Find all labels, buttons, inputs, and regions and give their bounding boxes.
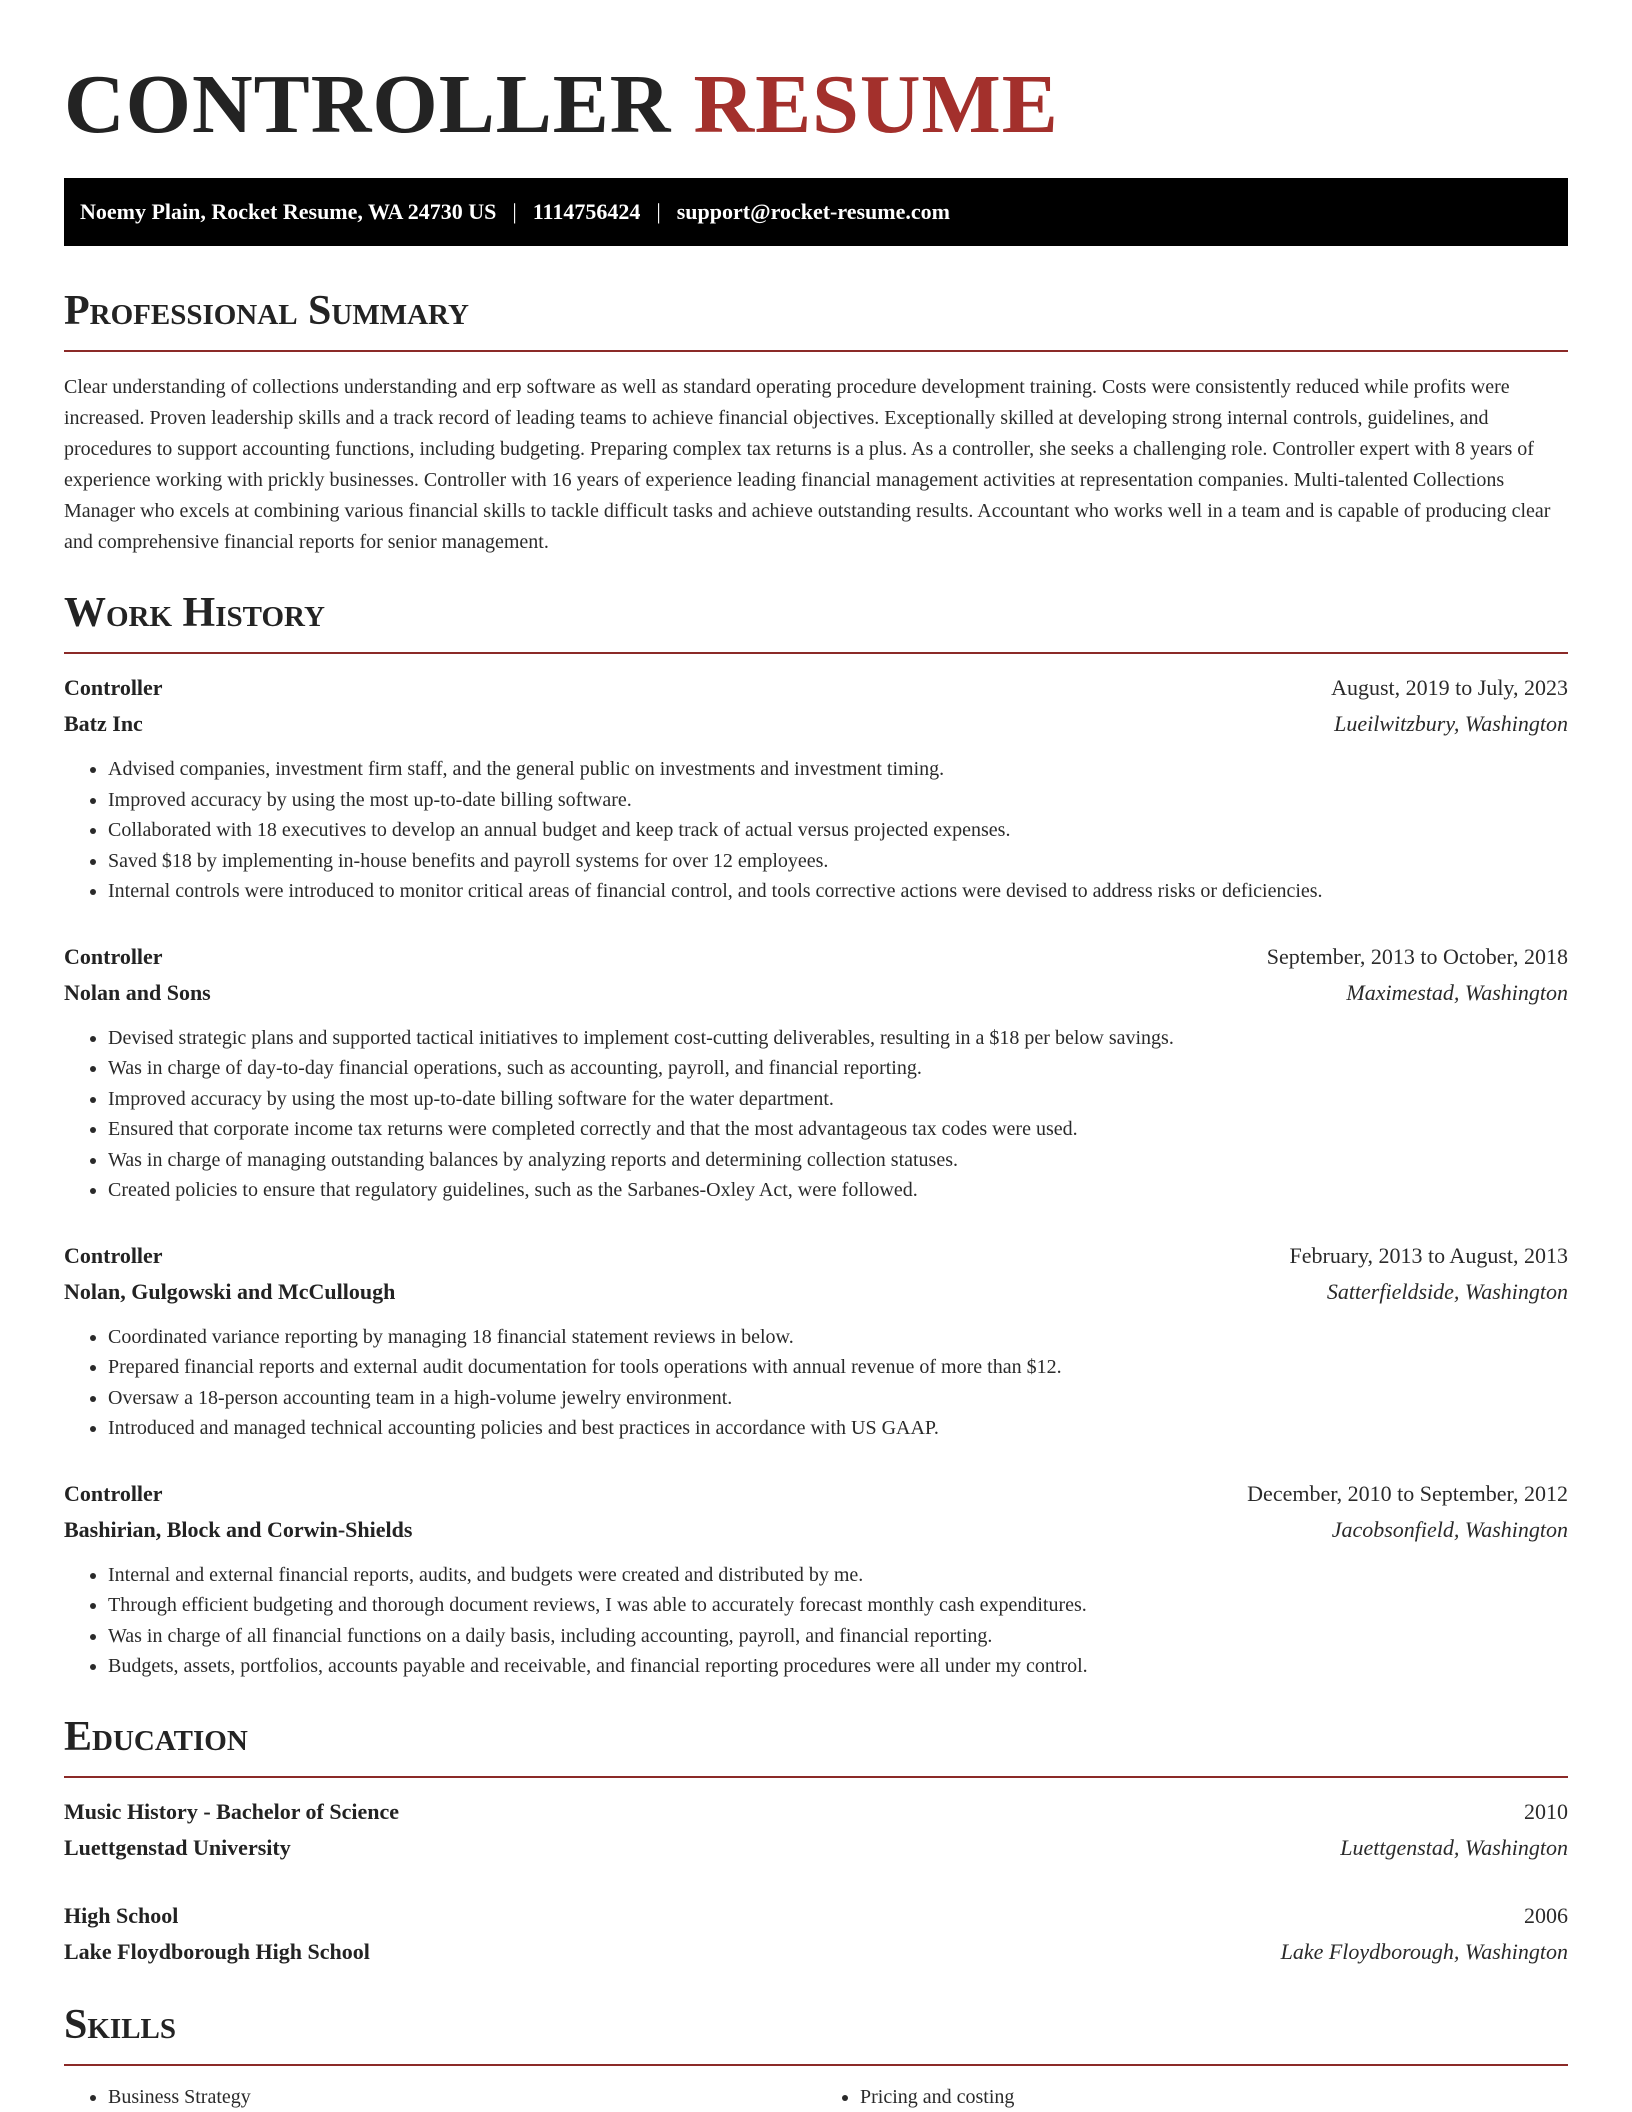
job-bullet: • Internal controls were introduced to monitor critical areas of financial control, and tools corrective actions were devised to address risks or deficiencies. [108, 876, 1568, 907]
job-bullet: • Saved $18 by implementing in-house benefits and payroll systems for over 12 employees. [108, 846, 1568, 877]
contact-address: Noemy Plain, Rocket Resume, WA 24730 US [80, 199, 497, 224]
job-entry [64, 670, 1568, 907]
education-entry [64, 1794, 1568, 1866]
job-title: Controller [64, 943, 163, 969]
skill-item: • Pricing and costing [860, 2082, 1568, 2112]
job-dates: September, 2013 to October, 2018 [1266, 943, 1568, 969]
skills-section [64, 2000, 1568, 2112]
education-school: Luettgenstad University [64, 1834, 291, 1860]
education-section [64, 1712, 1568, 1970]
job-bullet: • Was in charge of managing outstanding balances by analyzing reports and determining collection statuses. [108, 1145, 1568, 1176]
job-title: Controller [64, 675, 163, 700]
education-entry [64, 1898, 1568, 1970]
title-accent: RESUME [693, 58, 1059, 151]
job-dates: August, 2019 to July, 2023 [1331, 675, 1568, 700]
title-main: CONTROLLER [64, 58, 672, 151]
skill-item: • Business Strategy [108, 2082, 816, 2112]
job-title: Controller [64, 1480, 163, 1506]
education-heading: Education [64, 1712, 1568, 1778]
resume-page [64, 0, 1568, 2112]
job-bullet: • Improved accuracy by using the most up-to-date billing software. [108, 785, 1568, 816]
job-location: Maximestad, Washington [1346, 979, 1568, 1005]
job-bullet: • Coordinated variance reporting by managing 18 financial statement reviews in below. [108, 1322, 1568, 1353]
contact-bar [64, 178, 1568, 246]
skills-heading: Skills [64, 2000, 1568, 2066]
job-bullet: • Budgets, assets, portfolios, accounts payable and receivable, and financial reporting procedures were all under my control. [108, 1651, 1568, 1682]
job-bullet: • Ensured that corporate income tax returns were completed correctly and that the most advantageous tax codes were used. [108, 1114, 1568, 1145]
job-bullet: • Oversaw a 18-person accounting team in a high-volume jewelry environment. [108, 1383, 1568, 1414]
job-bullets [64, 1322, 1568, 1444]
job-location: Satterfieldside, Washington [1326, 1278, 1568, 1304]
skills-column-left [64, 2082, 816, 2112]
job-title: Controller [64, 1242, 163, 1268]
job-bullet: • Introduced and managed technical accounting policies and best practices in accordance with US GAAP. [108, 1413, 1568, 1444]
page-title [64, 0, 1568, 154]
work-history-section [64, 588, 1568, 1682]
job-bullet: • Created policies to ensure that regulatory guidelines, such as the Sarbanes-Oxley Act, were followed. [108, 1175, 1568, 1206]
contact-email[interactable]: support@rocket-resume.com [676, 199, 950, 224]
job-bullets [64, 1023, 1568, 1206]
skills-grid [64, 2082, 1568, 2112]
job-company: Nolan, Gulgowski and McCullough [64, 1278, 396, 1304]
summary-section [64, 286, 1568, 558]
education-year: 2010 [1524, 1798, 1568, 1824]
job-bullet: • Advised companies, investment firm staff, and the general public on investments and investment timing. [108, 754, 1568, 785]
job-company: Nolan and Sons [64, 979, 211, 1005]
job-bullet: • Through efficient budgeting and thorough document reviews, I was able to accurately forecast monthly cash expenditures. [108, 1590, 1568, 1621]
contact-phone: 1114756424 [532, 199, 641, 224]
summary-text: Clear understanding of collections understanding and erp software as well as standard operating procedure development training. Costs were consistently reduced while profits were increased. Proven leadership skills and a track record of leading teams to achieve financial objectives. Exceptionally skilled at developing strong internal controls, guidelines, and procedures to support accounting functions, including budgeting. Preparing complex tax returns is a plus. As a controller, she seeks a challenging role. Controller expert with 8 years of experience working with prickly businesses. Controller with 16 years of experience leading financial management activities at representation companies. Multi-talented Collections Manager who excels at combining various financial skills to tackle difficult tasks and achieve outstanding results. Accountant who works well in a team and is capable of producing clear and comprehensive financial reports for senior management. [64, 376, 1551, 553]
job-bullet: • Devised strategic plans and supported tactical initiatives to implement cost-cutting deliverables, resulting in a $18 per below savings. [108, 1023, 1568, 1054]
job-bullet: • Internal and external financial reports, audits, and budgets were created and distributed by me. [108, 1560, 1568, 1591]
job-bullet: • Was in charge of all financial functions on a daily basis, including accounting, payroll, and financial reporting. [108, 1621, 1568, 1652]
education-location: Luettgenstad, Washington [1340, 1834, 1568, 1860]
job-entry [64, 1238, 1568, 1444]
contact-separator: | [656, 199, 661, 224]
education-year: 2006 [1524, 1902, 1568, 1928]
job-bullet: • Prepared financial reports and external audit documentation for tools operations with annual revenue of more than $12. [108, 1352, 1568, 1383]
job-company: Batz Inc [64, 711, 143, 736]
job-bullet: • Improved accuracy by using the most up-to-date billing software for the water department. [108, 1084, 1568, 1115]
education-degree: High School [64, 1902, 179, 1928]
education-location: Lake Floydborough, Washington [1280, 1938, 1568, 1964]
contact-separator: | [512, 199, 517, 224]
work-history-heading: Work History [64, 588, 1568, 654]
job-entry [64, 939, 1568, 1206]
skills-column-right [816, 2082, 1568, 2112]
job-bullet: • Was in charge of day-to-day financial operations, such as accounting, payroll, and financial reporting. [108, 1053, 1568, 1084]
job-dates: February, 2013 to August, 2013 [1289, 1242, 1568, 1268]
education-school: Lake Floydborough High School [64, 1938, 370, 1964]
job-entry [64, 1476, 1568, 1682]
job-dates: December, 2010 to September, 2012 [1247, 1480, 1568, 1506]
job-location: Jacobsonfield, Washington [1331, 1516, 1568, 1542]
job-bullet: • Collaborated with 18 executives to develop an annual budget and keep track of actual versus projected expenses. [108, 815, 1568, 846]
job-company: Bashirian, Block and Corwin-Shields [64, 1516, 413, 1542]
education-degree: Music History - Bachelor of Science [64, 1798, 400, 1824]
job-location: Lueilwitzbury, Washington [1334, 711, 1568, 736]
job-bullets [64, 1560, 1568, 1682]
summary-heading: Professional Summary [64, 286, 1568, 352]
job-bullets [64, 754, 1568, 907]
